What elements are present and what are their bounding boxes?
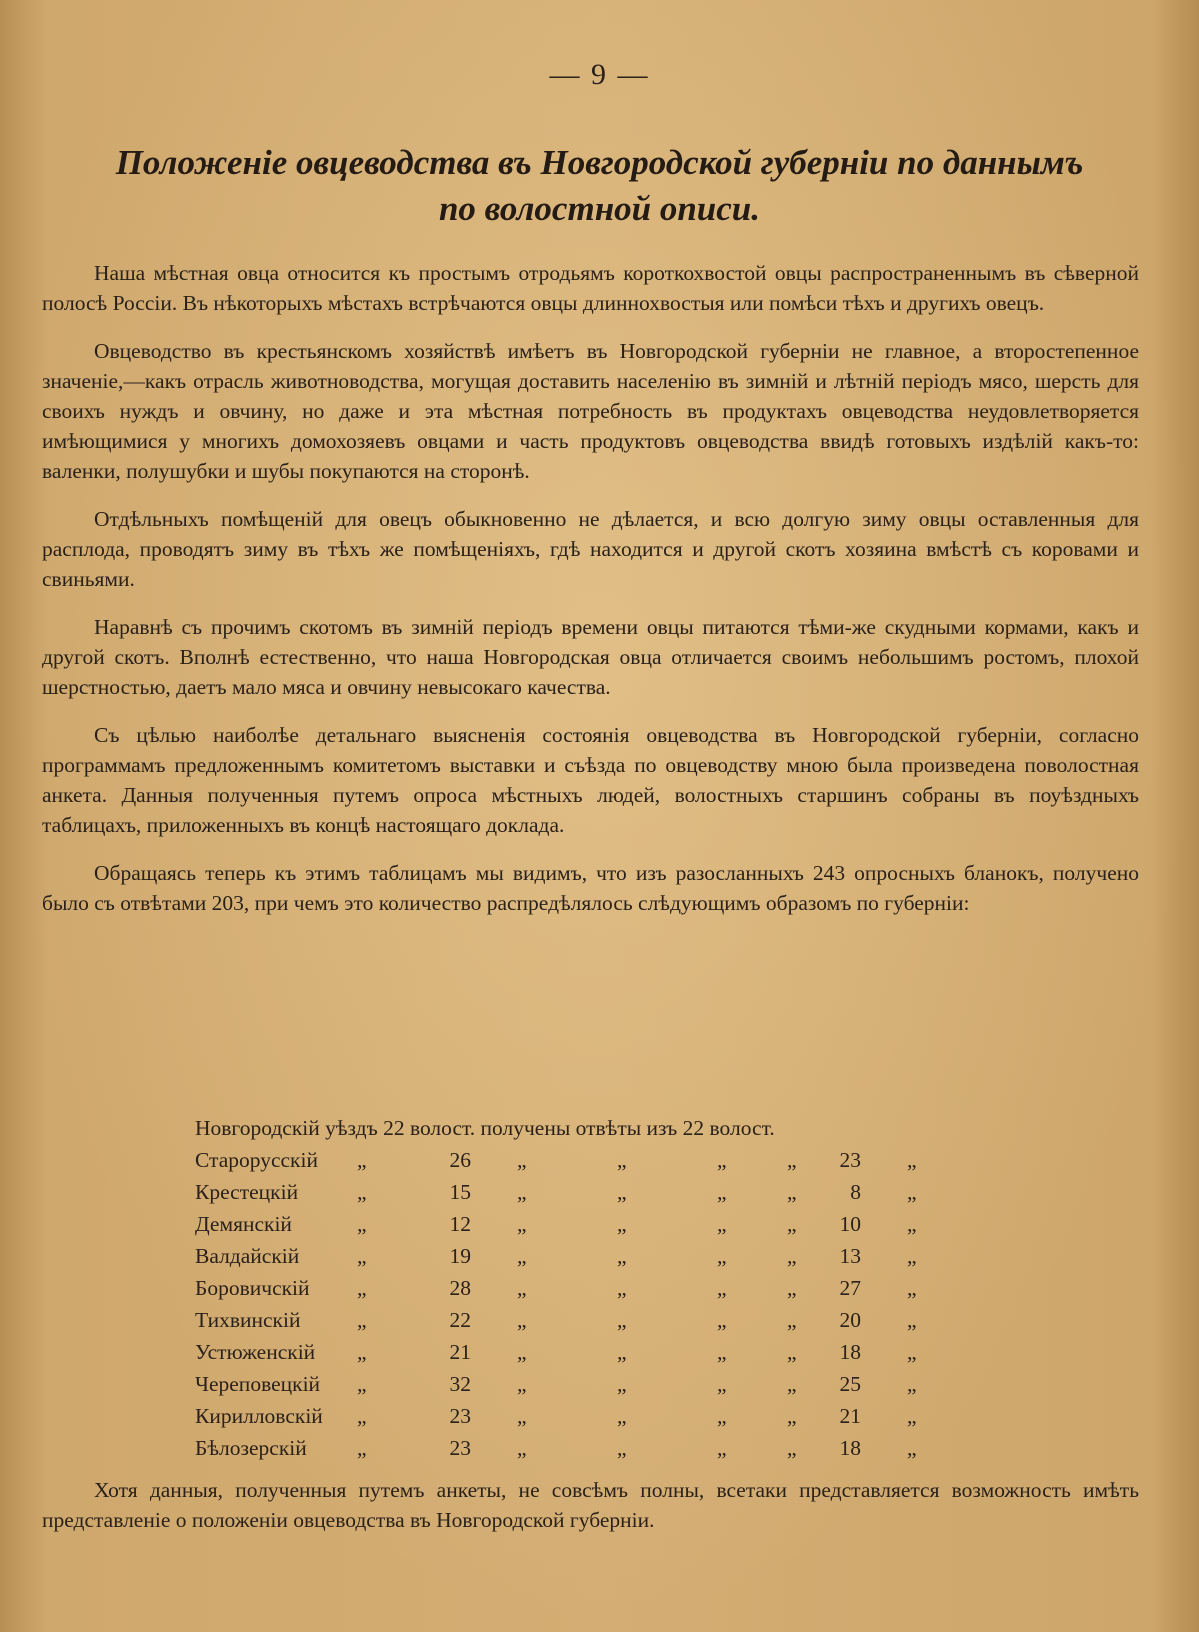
ditto-mark: „ (787, 1372, 797, 1396)
ditto-mark: „ (907, 1212, 917, 1236)
ditto-mark: „ (717, 1308, 727, 1332)
ditto-mark: „ (787, 1244, 797, 1268)
district-name: Крестецкій (195, 1180, 299, 1204)
ditto-mark: „ (517, 1276, 527, 1300)
ditto-mark: „ (717, 1212, 727, 1236)
ditto-mark: „ (717, 1372, 727, 1396)
ditto-mark: „ (357, 1372, 367, 1396)
table-row (195, 1368, 995, 1400)
district-name: Демянскій (195, 1212, 292, 1236)
paragraph: Наравнѣ съ прочимъ скотомъ въ зимній періодъ времени овцы питаются тѣми-же скудными кормами, какъ и другой скотъ. Вполнѣ естественно, что наша Новгородская овца отличается своимъ небольшимъ ростомъ, плохой шерстностью, даетъ мало мяса и овчину невысокаго качества. (42, 615, 1139, 699)
district-name: Устюженскій (195, 1340, 316, 1364)
body-text (42, 258, 1139, 936)
ditto-mark: „ (517, 1340, 527, 1364)
answers-count: 13 (839, 1244, 861, 1268)
ditto-mark: „ (907, 1308, 917, 1332)
ditto-mark: „ (787, 1148, 797, 1172)
ditto-mark: „ (907, 1244, 917, 1268)
ditto-mark: „ (717, 1180, 727, 1204)
ditto-mark: „ (357, 1148, 367, 1172)
volost-count: 19 (449, 1244, 471, 1268)
district-name: Валдайскій (195, 1244, 300, 1268)
table-row (195, 1144, 995, 1176)
volost-count: 23 (449, 1436, 471, 1460)
district-name: Старорусскій (195, 1148, 318, 1172)
table-row (195, 1304, 995, 1336)
volost-count: 21 (449, 1340, 471, 1364)
table-row (195, 1240, 995, 1272)
table-row (195, 1336, 995, 1368)
ditto-mark: „ (907, 1372, 917, 1396)
ditto-mark: „ (517, 1212, 527, 1236)
closing-paragraph: Хотя данныя, полученныя путемъ анкеты, не совсѣмъ полны, всетаки представляется возможность имѣть представленіе о положеніи овцеводства въ Новгородской губерніи. (42, 1478, 1139, 1532)
closing-text (42, 1475, 1139, 1535)
answers-count: 8 (850, 1180, 861, 1204)
document-title (90, 140, 1109, 232)
title-line-1: Положеніе овцеводства въ Новгородской губерніи по даннымъ (115, 143, 1084, 182)
ditto-mark: „ (787, 1180, 797, 1204)
ditto-mark: „ (787, 1276, 797, 1300)
ditto-mark: „ (617, 1340, 627, 1364)
answers-count: 27 (839, 1276, 861, 1300)
ditto-mark: „ (517, 1244, 527, 1268)
table-row (195, 1400, 995, 1432)
table-row (195, 1176, 995, 1208)
ditto-mark: „ (717, 1244, 727, 1268)
ditto-mark: „ (617, 1372, 627, 1396)
ditto-mark: „ (357, 1244, 367, 1268)
district-table (195, 1112, 995, 1464)
ditto-mark: „ (717, 1148, 727, 1172)
volost-count: 32 (449, 1372, 471, 1396)
paragraph: Отдѣльныхъ помѣщеній для овецъ обыкновенно не дѣлается, и всю долгую зиму овцы оставленныя для расплода, проводятъ зиму въ тѣхъ же помѣщеніяхъ, гдѣ находится и другой скотъ хозяина вмѣстѣ съ коровами и свиньями. (42, 507, 1139, 591)
paragraph: Съ цѣлью наиболѣе детальнаго выясненія состоянія овцеводства въ Новгородской губерніи, согласно программамъ предложеннымъ комитетомъ выставки и съѣзда по овцеводству мною была произведена поволостная анкета. Данныя полученныя путемъ опроса мѣстныхъ людей, волостныхъ старшинъ собраны въ поуѣздныхъ таблицахъ, приложенныхъ въ концѣ настоящаго доклада. (42, 723, 1139, 837)
ditto-mark: „ (907, 1148, 917, 1172)
ditto-mark: „ (907, 1276, 917, 1300)
district-name: Кирилловскій (195, 1404, 323, 1428)
ditto-mark: „ (617, 1180, 627, 1204)
ditto-mark: „ (517, 1308, 527, 1332)
ditto-mark: „ (787, 1436, 797, 1460)
ditto-mark: „ (617, 1276, 627, 1300)
ditto-mark: „ (357, 1308, 367, 1332)
table-row (195, 1272, 995, 1304)
district-name: Череповецкій (195, 1372, 321, 1396)
district-name: Тихвинскій (195, 1308, 301, 1332)
ditto-mark: „ (617, 1148, 627, 1172)
ditto-mark: „ (517, 1436, 527, 1460)
paragraph: Обращаясь теперь къ этимъ таблицамъ мы видимъ, что изъ разосланныхъ 243 опросныхъ бланокъ, получено было съ отвѣтами 203, при чемъ это количество распредѣлялось слѣдующимъ образомъ по губерніи: (42, 861, 1139, 915)
volost-count: 12 (449, 1212, 471, 1236)
district-name: Бѣлозерскій (195, 1436, 307, 1460)
ditto-mark: „ (787, 1404, 797, 1428)
answers-count: 18 (839, 1340, 861, 1364)
answers-count: 21 (839, 1404, 861, 1428)
ditto-mark: „ (357, 1276, 367, 1300)
table-header: Новгородскій уѣздъ 22 волост. получены отвѣты изъ 22 волост. (195, 1116, 775, 1140)
ditto-mark: „ (787, 1308, 797, 1332)
ditto-mark: „ (717, 1404, 727, 1428)
table-body (195, 1144, 995, 1464)
ditto-mark: „ (517, 1372, 527, 1396)
ditto-mark: „ (617, 1436, 627, 1460)
ditto-mark: „ (357, 1404, 367, 1428)
paragraph: Овцеводство въ крестьянскомъ хозяйствѣ имѣетъ въ Новгородской губерніи не главное, а второстепенное значеніе,—какъ отрасль животноводства, могущая доставить населенію въ зимній и лѣтній періодъ мясо, шерсть для своихъ нуждъ и овчину, но даже и эта мѣстная потребность въ продуктахъ овцеводства неудовлетворяется имѣющимися у многихъ домохозяевъ овцами и часть продуктовъ овцеводства ввидѣ готовыхъ издѣлій какъ-то: валенки, полушубки и шубы покупаются на сторонѣ. (42, 339, 1139, 483)
ditto-mark: „ (357, 1436, 367, 1460)
paragraph: Наша мѣстная овца относится къ простымъ отродьямъ короткохвостой овцы распространеннымъ въ сѣверной полосѣ Россіи. Въ нѣкоторыхъ мѣстахъ встрѣчаются овцы длиннохвостыя или помѣси тѣхъ и другихъ овецъ. (42, 261, 1139, 315)
table-row (195, 1432, 995, 1464)
ditto-mark: „ (357, 1180, 367, 1204)
ditto-mark: „ (717, 1276, 727, 1300)
ditto-mark: „ (617, 1404, 627, 1428)
ditto-mark: „ (617, 1244, 627, 1268)
ditto-mark: „ (907, 1436, 917, 1460)
answers-count: 25 (839, 1372, 861, 1396)
ditto-mark: „ (717, 1340, 727, 1364)
volost-count: 23 (449, 1404, 471, 1428)
ditto-mark: „ (907, 1180, 917, 1204)
ditto-mark: „ (517, 1180, 527, 1204)
table-header-row (195, 1112, 995, 1144)
answers-count: 18 (839, 1436, 861, 1460)
ditto-mark: „ (617, 1308, 627, 1332)
ditto-mark: „ (357, 1212, 367, 1236)
volost-count: 22 (449, 1308, 471, 1332)
ditto-mark: „ (517, 1148, 527, 1172)
ditto-mark: „ (517, 1404, 527, 1428)
volost-count: 15 (449, 1180, 471, 1204)
volost-count: 28 (449, 1276, 471, 1300)
district-name: Боровичскій (195, 1276, 310, 1300)
table-row (195, 1208, 995, 1240)
answers-count: 20 (839, 1308, 861, 1332)
ditto-mark: „ (787, 1340, 797, 1364)
ditto-mark: „ (907, 1404, 917, 1428)
answers-count: 23 (839, 1148, 861, 1172)
answers-count: 10 (839, 1212, 861, 1236)
ditto-mark: „ (907, 1340, 917, 1364)
page-number: — 9 — (549, 58, 650, 91)
volost-count: 26 (449, 1148, 471, 1172)
ditto-mark: „ (617, 1212, 627, 1236)
title-line-2: по волостной описи. (438, 189, 761, 228)
ditto-mark: „ (787, 1212, 797, 1236)
ditto-mark: „ (357, 1340, 367, 1364)
ditto-mark: „ (717, 1436, 727, 1460)
